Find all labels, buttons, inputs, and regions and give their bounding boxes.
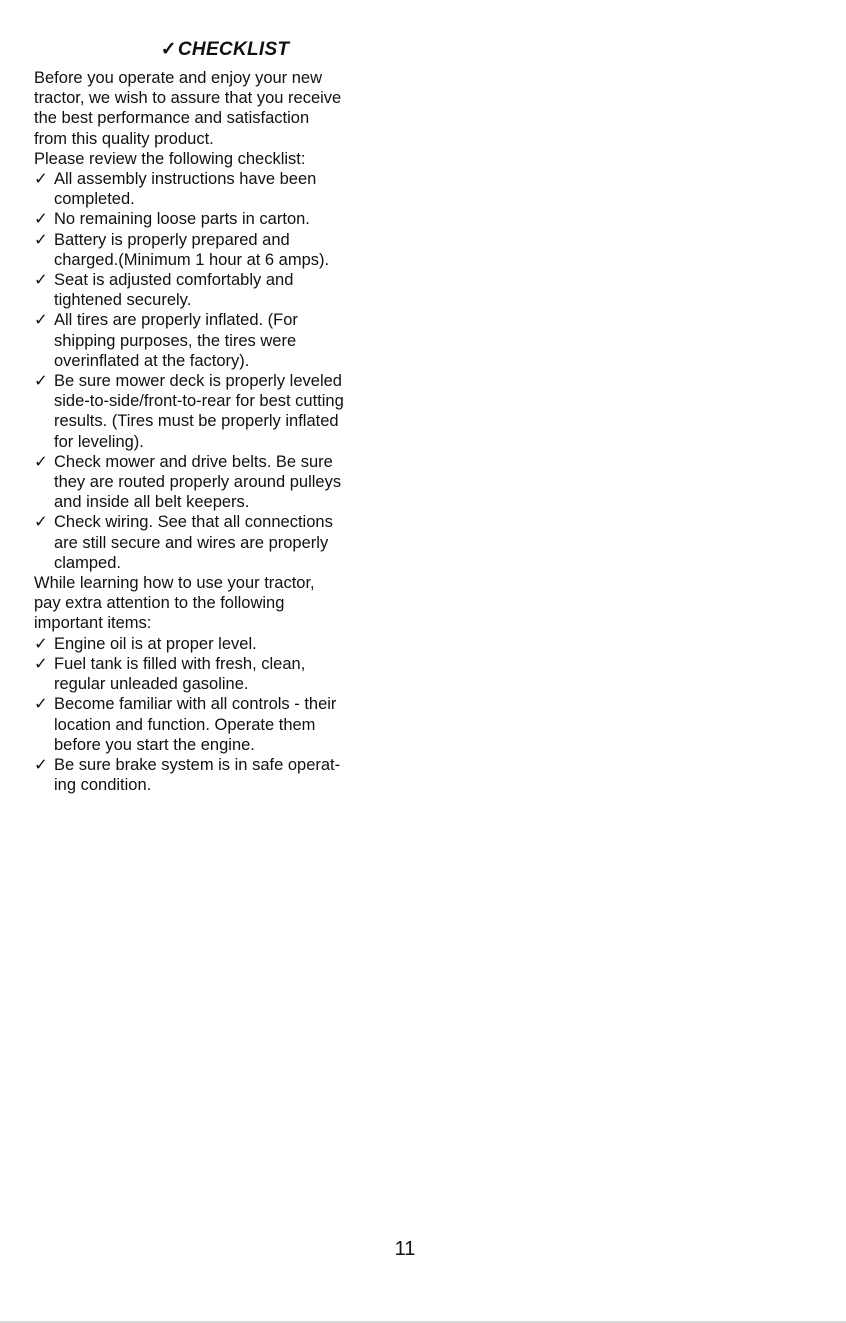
checkmark-icon: ✓ — [34, 513, 48, 532]
checklist-item — [34, 371, 396, 452]
checkmark-icon: ✓ — [34, 695, 48, 714]
intro-paragraph: Before you operate and enjoy your new tractor, we wish to assure that you receive the best performance and satisfaction from this quality product. Please review the following checklist: — [34, 69, 342, 168]
learning-intro-paragraph: While learning how to use your tractor, pay extra attention to the following important items: — [34, 574, 315, 633]
checkmark-icon: ✓ — [34, 271, 48, 290]
checkmark-icon: ✓ — [34, 634, 48, 653]
checkmark-icon: ✓ — [34, 452, 48, 471]
checklist-item — [34, 230, 396, 270]
checklist-item-text: Engine oil is at proper level. — [54, 634, 257, 653]
page-number: 11 — [394, 1238, 416, 1260]
checkmark-icon: ✓ — [34, 210, 48, 229]
important-items-list — [34, 634, 396, 796]
page-title — [34, 38, 396, 62]
checklist-item-text: Check wiring. See that all connections are still secure and wires are properly clamped. — [54, 513, 333, 572]
checkmark-icon: ✓ — [34, 654, 48, 673]
checklist-item — [34, 654, 396, 694]
checklist-item — [34, 452, 396, 513]
checklist-item-text: Become familiar with all controls - their location and function. Operate them before you start the engine. — [54, 695, 337, 754]
checklist-column — [34, 38, 396, 795]
checklist-item — [34, 209, 396, 229]
checkmark-icon: ✓ — [34, 170, 48, 189]
checklist — [34, 169, 396, 573]
checklist-item — [34, 694, 396, 755]
checklist-item-text: Be sure brake system is in safe operat- ing condition. — [54, 755, 341, 795]
checkmark-icon: ✓ — [34, 372, 48, 391]
title-text: CHECKLIST — [177, 39, 290, 60]
checklist-item — [34, 169, 396, 209]
checklist-item-text: All assembly instructions have been completed. — [54, 170, 317, 209]
checklist-item-text: Be sure mower deck is properly leveled side-to-side/front-to-rear for best cutting results. (Tires must be properly inflated for leveling). — [54, 372, 344, 451]
checklist-item — [34, 755, 396, 795]
checkmark-icon: ✓ — [160, 39, 177, 60]
checklist-item-text: All tires are properly inflated. (For shipping purposes, the tires were overinflated at the factory). — [54, 311, 298, 370]
checkmark-icon: ✓ — [34, 755, 48, 774]
checklist-item — [34, 270, 396, 310]
checklist-item — [34, 634, 396, 654]
checklist-item-text: Fuel tank is filled with fresh, clean, regular unleaded gasoline. — [54, 654, 306, 694]
checklist-item-text: Check mower and drive belts. Be sure they are routed properly around pulleys and inside all belt keepers. — [54, 452, 342, 512]
checklist-item — [34, 512, 396, 573]
checkmark-icon: ✓ — [34, 230, 48, 249]
checklist-item — [34, 310, 396, 371]
checklist-item-text: Battery is properly prepared and charged.(Minimum 1 hour at 6 amps). — [54, 230, 330, 269]
checklist-item-text: Seat is adjusted comfortably and tightened securely. — [54, 271, 294, 310]
checkmark-icon: ✓ — [34, 311, 48, 330]
checklist-item-text: No remaining loose parts in carton. — [54, 210, 310, 229]
